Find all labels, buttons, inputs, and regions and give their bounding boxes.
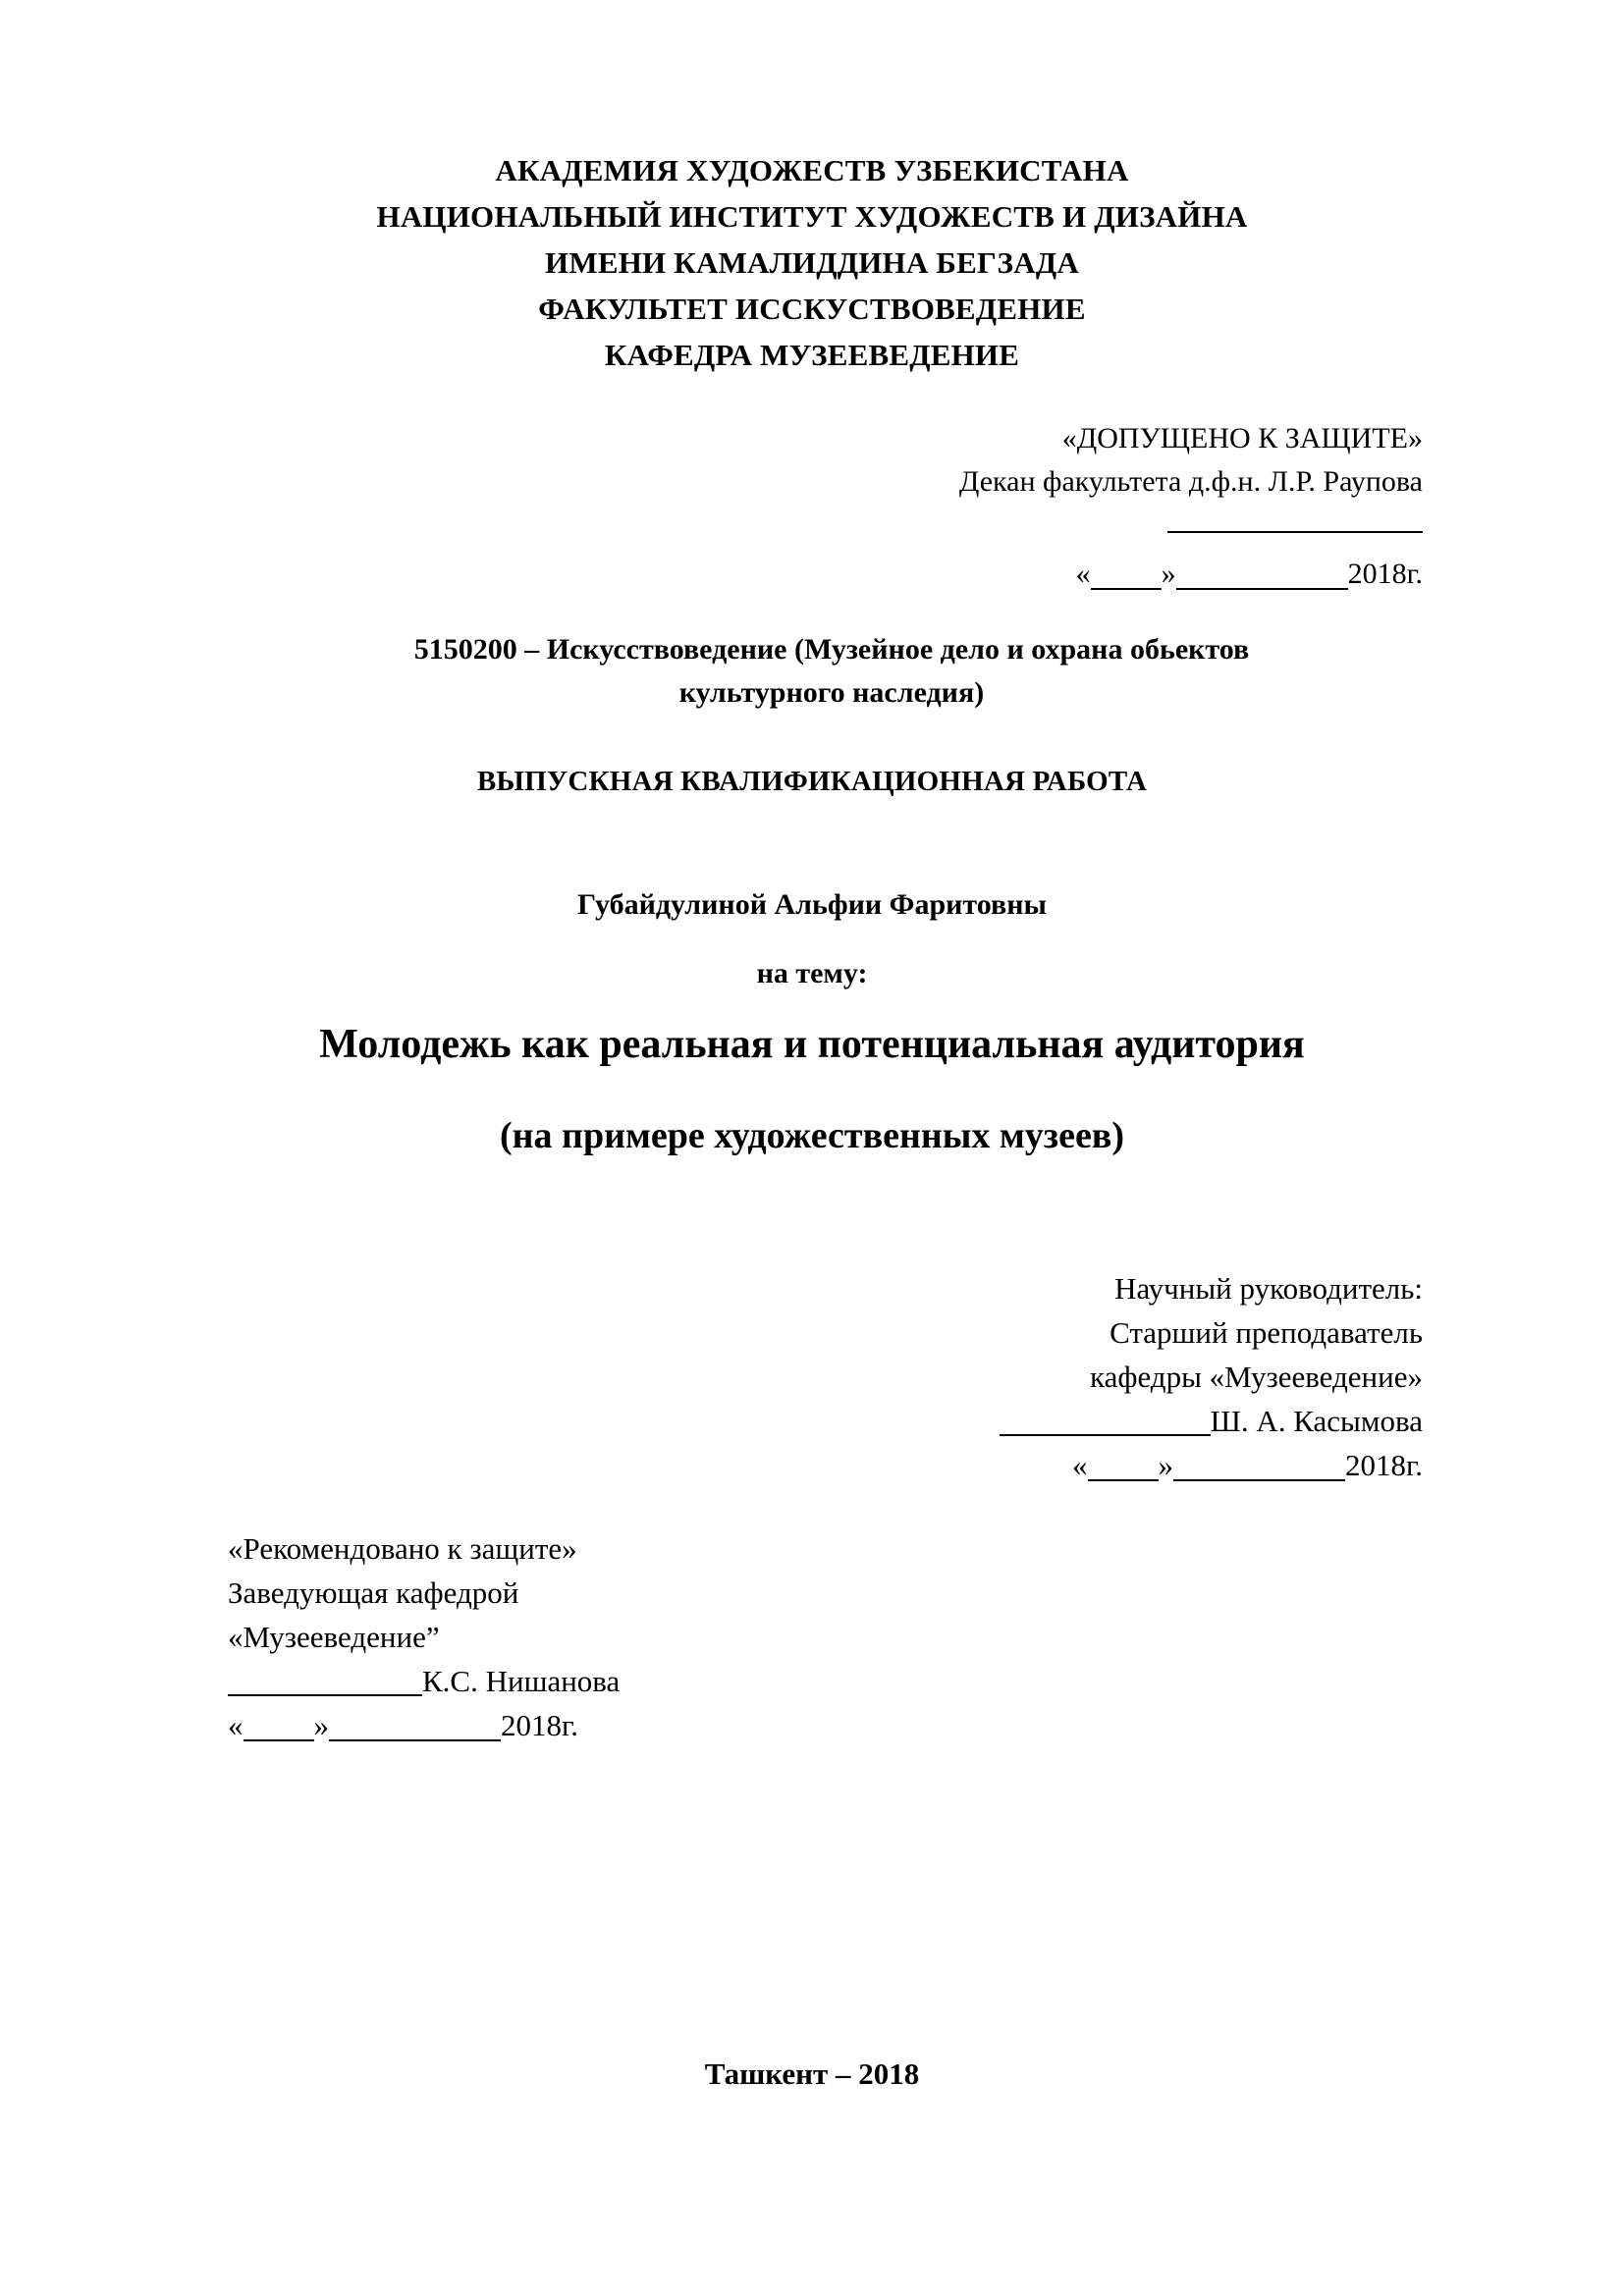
signature-line — [1167, 530, 1423, 533]
month-blank — [1176, 587, 1348, 590]
recommendation-position: Заведующая кафедрой — [228, 1575, 519, 1610]
author-name: Губайдулиной Альфии Фаритовны — [577, 888, 1047, 921]
header-line-department: КАФЕДРА МУЗЕЕВЕДЕНИЕ — [604, 338, 1020, 372]
recommendation-date-quote-open: « — [228, 1708, 244, 1742]
approval-date-quote-close: » — [1161, 558, 1176, 590]
dean-name: Декан факультета д.ф.н. Л.Р. Раупова — [958, 465, 1423, 498]
header-line-institute-name: ИМЕНИ КАМАЛИДДИНА БЕГЗАДА — [545, 245, 1079, 280]
header-line-faculty: ФАКУЛЬТЕТ ИССКУСТВОВЕДЕНИЕ — [538, 292, 1086, 326]
recommendation-name: К.С. Нишанова — [422, 1664, 621, 1698]
header-line-academy: АКАДЕМИЯ ХУДОЖЕСТВ УЗБЕКИСТАНА — [495, 153, 1129, 187]
specialty-block — [275, 628, 1388, 715]
supervisor-position: Старший преподаватель — [1110, 1315, 1423, 1350]
approval-date-line — [794, 553, 1423, 596]
supervisor-date-quote-open: « — [1072, 1448, 1088, 1482]
thesis-title-main: Молодежь как реальная и потенциальная аудитория — [319, 1022, 1305, 1067]
thesis-title-sub: (на примере художественных музеев) — [500, 1115, 1124, 1156]
work-type: ВЫПУСКНАЯ КВАЛИФИКАЦИОННАЯ РАБОТА — [476, 766, 1148, 797]
signature-line — [228, 1693, 422, 1696]
institution-header — [0, 147, 1624, 378]
supervisor-role: Научный руководитель: — [1114, 1271, 1423, 1306]
signature-line — [1000, 1433, 1211, 1436]
day-blank — [1088, 1478, 1159, 1481]
approval-stamp: «ДОПУЩЕНО К ЗАЩИТЕ» — [1061, 422, 1423, 454]
recommendation-stamp: «Рекомендовано к защите» — [228, 1531, 577, 1566]
dean-signature-rule — [794, 507, 1423, 551]
footer-city-year: Ташкент – 2018 — [704, 2056, 920, 2091]
recommendation-block — [228, 1526, 915, 1747]
month-blank — [1173, 1478, 1345, 1481]
supervisor-department: кафедры «Музееведение» — [1090, 1360, 1423, 1394]
approval-date-quote-open: « — [1075, 558, 1091, 590]
recommendation-date-line — [228, 1703, 915, 1747]
specialty-line-1: 5150200 – Искусствоведение (Музейное дело и охрана обьектов — [413, 633, 1250, 666]
supervisor-year: 2018г. — [1345, 1448, 1423, 1482]
day-blank — [1091, 587, 1162, 590]
supervisor-date-quote-close: » — [1158, 1448, 1174, 1482]
supervisor-signature-row — [735, 1399, 1423, 1443]
approval-year: 2018г. — [1347, 558, 1423, 590]
header-line-institute: НАЦИОНАЛЬНЫЙ ИНСТИТУТ ХУДОЖЕСТВ И ДИЗАЙНА — [376, 199, 1248, 234]
topic-label: на тему: — [756, 957, 868, 989]
specialty-line-2: культурного наследия) — [678, 676, 985, 709]
day-blank — [244, 1738, 314, 1741]
month-blank — [329, 1738, 501, 1741]
recommendation-year: 2018г. — [501, 1708, 578, 1742]
recommendation-date-quote-close: » — [313, 1708, 329, 1742]
supervisor-block — [735, 1266, 1423, 1487]
supervisor-name: Ш. А. Касымова — [1210, 1404, 1423, 1438]
recommendation-department: «Музееведение” — [228, 1620, 440, 1654]
approval-block — [794, 417, 1423, 596]
recommendation-signature-row — [228, 1659, 915, 1703]
supervisor-date-line — [735, 1443, 1423, 1487]
